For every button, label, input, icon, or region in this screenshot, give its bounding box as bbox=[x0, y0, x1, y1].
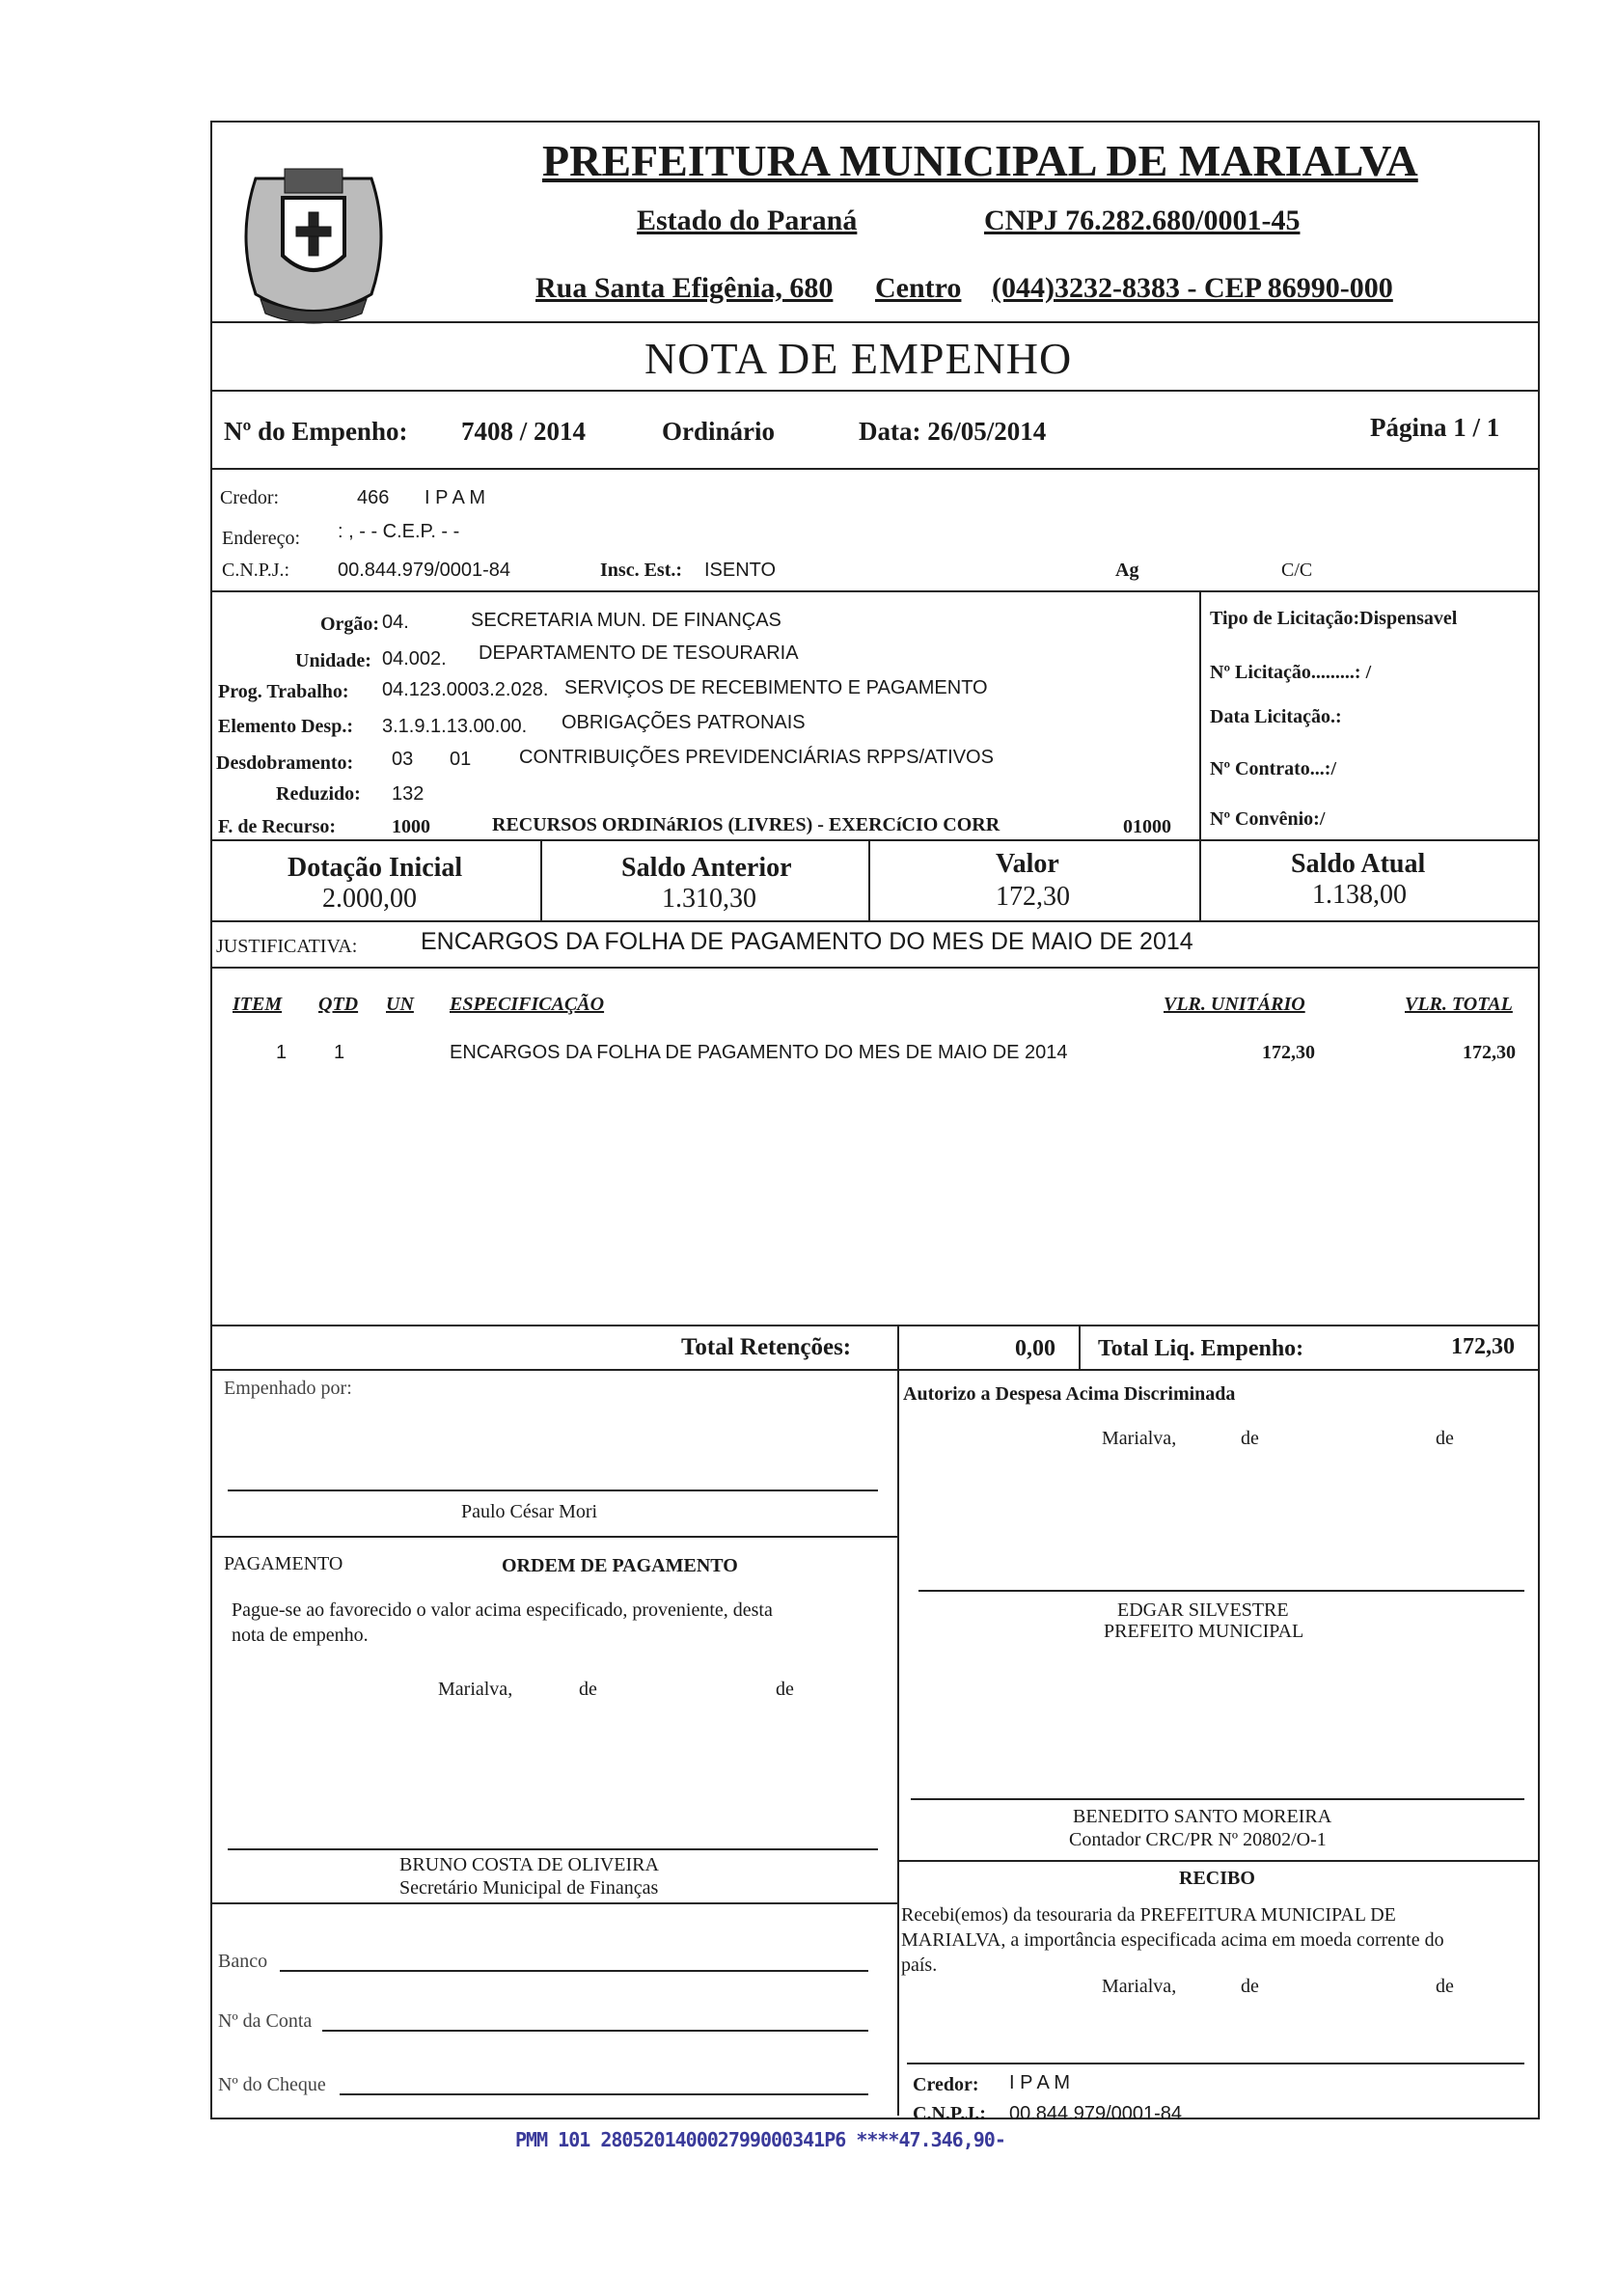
unidade-code: 04.002. bbox=[382, 648, 447, 670]
saldo-atual-label: Saldo Atual bbox=[1291, 849, 1426, 879]
contador-role: Contador CRC/PR Nº 20802/O-1 bbox=[1069, 1829, 1327, 1850]
state-label: Estado do Paraná bbox=[637, 205, 858, 236]
cnpj-creditor-value: 00.844.979/0001-84 bbox=[338, 560, 511, 581]
retencoes-value: 0,00 bbox=[1015, 1336, 1055, 1361]
pague-de1: de bbox=[579, 1679, 597, 1700]
pagamento-label: PAGAMENTO bbox=[224, 1553, 343, 1574]
ordem-label: ORDEM DE PAGAMENTO bbox=[502, 1555, 738, 1576]
prefeito-name: EDGAR SILVESTRE bbox=[1117, 1599, 1289, 1621]
credor-name: I P A M bbox=[425, 487, 485, 508]
autorizo-label: Autorizo a Despesa Acima Discriminada bbox=[903, 1383, 1236, 1405]
reduzido-value: 132 bbox=[392, 783, 425, 805]
prog-code: 04.123.0003.2.028. bbox=[382, 679, 549, 700]
numero-licitacao: Nº Licitação.........: / bbox=[1210, 662, 1372, 683]
row-unit: 172,30 bbox=[1262, 1042, 1315, 1063]
district-label: Centro bbox=[875, 272, 962, 304]
valor-value: 172,30 bbox=[996, 882, 1070, 912]
saldo-anterior-value: 1.310,30 bbox=[662, 884, 756, 914]
address-label: Rua Santa Efigênia, 680 bbox=[535, 272, 834, 304]
page-number: Página 1 / 1 bbox=[1370, 413, 1500, 442]
municipality-title: PREFEITURA MUNICIPAL DE MARIALVA bbox=[542, 136, 1418, 185]
recurso-name: RECURSOS ORDINáRIOS (LIVRES) - EXERCíCIO CORR bbox=[492, 814, 1000, 835]
reduzido-label: Reduzido: bbox=[276, 783, 361, 805]
row-total: 172,30 bbox=[1463, 1042, 1516, 1063]
pague-place: Marialva, bbox=[438, 1679, 513, 1700]
cnpj-creditor-label: C.N.P.J.: bbox=[222, 560, 290, 581]
cheque-label: Nº do Cheque bbox=[218, 2074, 326, 2095]
numero-convenio: Nº Convênio:/ bbox=[1210, 808, 1326, 830]
cc-label: C/C bbox=[1281, 560, 1313, 581]
row-item: 1 bbox=[276, 1042, 288, 1063]
elemento-label: Elemento Desp.: bbox=[218, 716, 353, 737]
pague-text-1: Pague-se ao favorecido o valor acima especificado, proveniente, desta bbox=[232, 1599, 773, 1621]
unidade-label: Unidade: bbox=[295, 650, 371, 671]
desdob-label: Desdobramento: bbox=[216, 752, 354, 774]
desdob-name: CONTRIBUIÇÕES PREVIDENCIÁRIAS RPPS/ATIVOS bbox=[519, 747, 994, 768]
valor-label: Valor bbox=[996, 849, 1059, 879]
saldo-anterior-label: Saldo Anterior bbox=[621, 853, 792, 883]
secretario-role: Secretário Municipal de Finanças bbox=[399, 1877, 659, 1899]
recibo-text-1: Recebi(emos) da tesouraria da PREFEITURA MUNICIPAL DE bbox=[901, 1904, 1396, 1926]
elemento-code: 3.1.9.1.13.00.00. bbox=[382, 716, 528, 737]
recibo-text-2: MARIALVA, a importância especificada acima em moeda corrente do bbox=[901, 1929, 1444, 1951]
prefeito-role: PREFEITO MUNICIPAL bbox=[1104, 1621, 1304, 1642]
pague-de2: de bbox=[776, 1679, 794, 1700]
retencoes-label: Total Retenções: bbox=[681, 1334, 852, 1360]
recibo-de1: de bbox=[1241, 1976, 1259, 1997]
secretario-name: BRUNO COSTA DE OLIVEIRA bbox=[399, 1854, 659, 1875]
recibo-label: RECIBO bbox=[1179, 1868, 1255, 1889]
empenho-number-label: Nº do Empenho: bbox=[224, 417, 408, 446]
recurso-code: 1000 bbox=[392, 816, 430, 837]
insc-value: ISENTO bbox=[704, 560, 777, 581]
endereco-value: : , - - C.E.P. - - bbox=[338, 521, 460, 542]
col-qtd: QTD bbox=[318, 994, 359, 1015]
recibo-place: Marialva, bbox=[1102, 1976, 1177, 1997]
empenho-type: Ordinário bbox=[662, 417, 776, 446]
recurso-code2: 01000 bbox=[1123, 816, 1171, 837]
doc-title: NOTA DE EMPENHO bbox=[644, 334, 1073, 383]
orgao-code: 04. bbox=[382, 612, 409, 633]
total-liq-value: 172,30 bbox=[1451, 1334, 1515, 1359]
endereco-label: Endereço: bbox=[222, 528, 301, 549]
row-qtd: 1 bbox=[334, 1042, 345, 1063]
recibo-de2: de bbox=[1436, 1976, 1454, 1997]
justificativa-text: ENCARGOS DA FOLHA DE PAGAMENTO DO MES DE MAIO DE 2014 bbox=[421, 928, 1193, 955]
autorizo-de2: de bbox=[1436, 1428, 1454, 1449]
recibo-cnpj-label: C.N.P.J.: bbox=[913, 2103, 986, 2124]
recibo-credor-value: I P A M bbox=[1009, 2072, 1070, 2093]
insc-label: Insc. Est.: bbox=[600, 560, 683, 581]
row-spec: ENCARGOS DA FOLHA DE PAGAMENTO DO MES DE MAIO DE 2014 bbox=[450, 1042, 1068, 1063]
empenho-number: 7408 / 2014 bbox=[461, 417, 587, 446]
orgao-label: Orgão: bbox=[320, 614, 380, 635]
desdob-code2: 01 bbox=[450, 749, 472, 770]
numero-contrato: Nº Contrato...:/ bbox=[1210, 758, 1337, 779]
empenho-date: Data: 26/05/2014 bbox=[859, 417, 1047, 446]
cnpj-label: CNPJ 76.282.680/0001-45 bbox=[984, 205, 1301, 236]
dotacao-label: Dotação Inicial bbox=[288, 853, 463, 883]
recibo-text-3: país. bbox=[901, 1954, 938, 1976]
col-unit: VLR. UNITÁRIO bbox=[1164, 994, 1305, 1015]
banco-label: Banco bbox=[218, 1951, 268, 1972]
recurso-label: F. de Recurso: bbox=[218, 816, 337, 837]
recibo-credor-label: Credor: bbox=[913, 2074, 979, 2095]
credor-code: 466 bbox=[357, 487, 390, 508]
elemento-name: OBRIGAÇÕES PATRONAIS bbox=[562, 712, 806, 733]
total-liq-label: Total Liq. Empenho: bbox=[1098, 1336, 1304, 1361]
prog-label: Prog. Trabalho: bbox=[218, 681, 349, 702]
data-licitacao: Data Licitação.: bbox=[1210, 706, 1342, 727]
col-total: VLR. TOTAL bbox=[1405, 994, 1513, 1015]
recibo-cnpj-value: 00.844.979/0001-84 bbox=[1009, 2103, 1183, 2124]
col-item: ITEM bbox=[233, 994, 283, 1015]
unidade-name: DEPARTAMENTO DE TESOURARIA bbox=[479, 642, 799, 664]
autorizo-de1: de bbox=[1241, 1428, 1259, 1449]
conta-label: Nº da Conta bbox=[218, 2010, 313, 2032]
bank-stamp: PMM 101 280520140002799000341P6 ****47.346,90- bbox=[515, 2128, 1005, 2151]
ag-label: Ag bbox=[1115, 560, 1139, 581]
saldo-atual-value: 1.138,00 bbox=[1312, 880, 1407, 910]
contador-name: BENEDITO SANTO MOREIRA bbox=[1073, 1806, 1332, 1827]
dotacao-value: 2.000,00 bbox=[322, 884, 417, 914]
autorizo-place: Marialva, bbox=[1102, 1428, 1177, 1449]
col-un: UN bbox=[386, 994, 414, 1015]
credor-label: Credor: bbox=[220, 487, 280, 508]
justificativa-label: JUSTIFICATIVA: bbox=[216, 936, 358, 957]
pague-text-2: nota de empenho. bbox=[232, 1625, 369, 1646]
orgao-name: SECRETARIA MUN. DE FINANÇAS bbox=[471, 610, 781, 631]
phone-cep-label: (044)3232-8383 - CEP 86990-000 bbox=[992, 272, 1393, 304]
col-spec: ESPECIFICAÇÃO bbox=[450, 994, 605, 1015]
empenhado-name: Paulo César Mori bbox=[461, 1501, 598, 1522]
desdob-code1: 03 bbox=[392, 749, 414, 770]
prog-name: SERVIÇOS DE RECEBIMENTO E PAGAMENTO bbox=[564, 677, 988, 698]
empenhado-label: Empenhado por: bbox=[224, 1378, 352, 1399]
tipo-licitacao: Tipo de Licitação:Dispensavel bbox=[1210, 608, 1458, 629]
